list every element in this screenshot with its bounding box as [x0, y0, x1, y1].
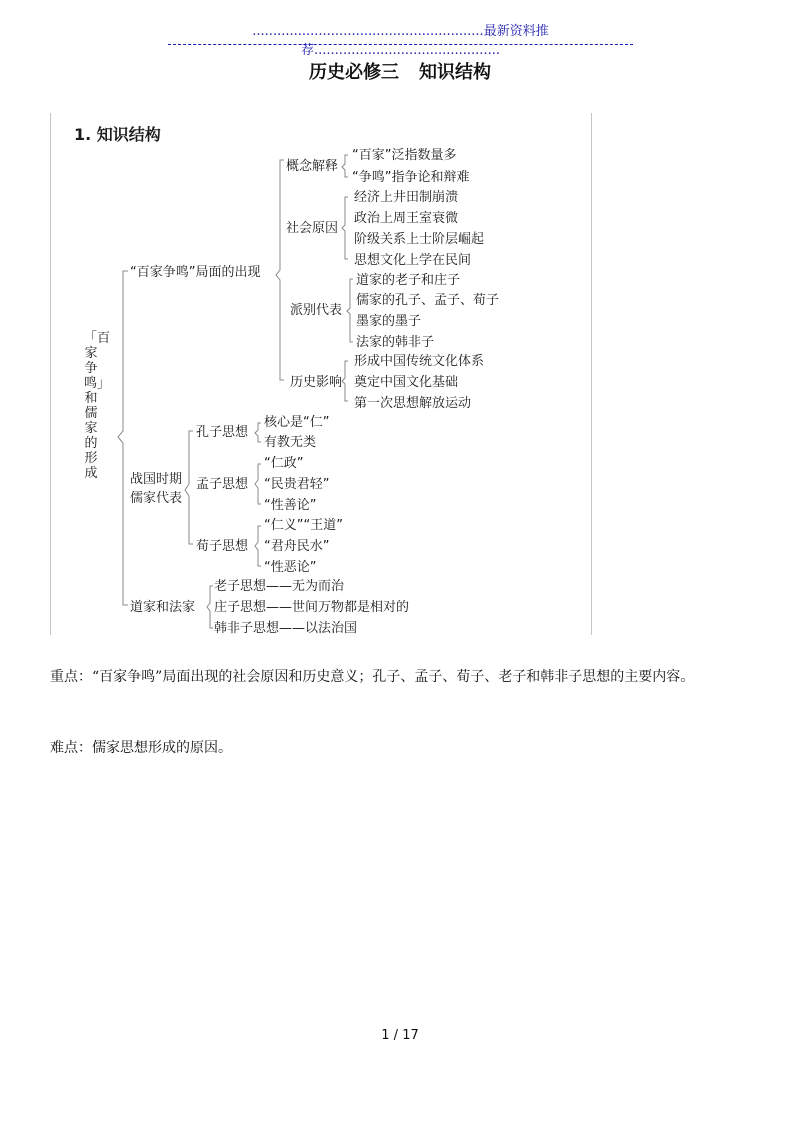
xunzi-item: “性恶论” — [264, 560, 317, 575]
philosophy-item: 韩非子思想——以法治国 — [214, 621, 358, 636]
page-current: 1 — [381, 1028, 390, 1043]
node-concept: 概念解释 — [286, 159, 339, 174]
representative-item: 道家的老子和庄子 — [356, 273, 461, 288]
diagram-root-label: 「百家争鸣」和儒家的形成 — [84, 331, 111, 481]
page-total: 17 — [402, 1028, 419, 1043]
impact-item: 奠定中国文化基础 — [354, 375, 459, 390]
page-separator: / — [393, 1028, 399, 1043]
difficulty: 难点：儒家思想形成的原因。 — [50, 740, 232, 756]
key-points: 重点：“百家争鸣”局面出现的社会原因和历史意义；孔子、孟子、荀子、老子和韩非子思想的主要内容。 — [50, 669, 695, 685]
confucius-item: 有教无类 — [264, 435, 317, 450]
cause-item: 阶级关系上士阶层崛起 — [354, 232, 485, 247]
impact-item: 形成中国传统文化体系 — [354, 354, 485, 369]
branch-warring-states: 战国时期 — [130, 472, 183, 487]
node-mencius: 孟子思想 — [196, 477, 249, 492]
cause-item: 思想文化上学在民间 — [354, 253, 472, 268]
xunzi-item: “仁义”“王道” — [264, 518, 343, 533]
confucius-item: 核心是“仁” — [264, 415, 330, 430]
page-header — [168, 20, 633, 58]
branch-hundred-schools: “百家争鸣”局面的出现 — [130, 265, 261, 280]
node-xunzi: 荀子思想 — [196, 539, 249, 554]
header-dots-left: ........................................................ — [252, 24, 484, 39]
diagram-heading: 1. 知识结构 — [74, 125, 161, 144]
representative-item: 墨家的墨子 — [356, 314, 422, 329]
page-title — [0, 58, 800, 84]
concept-item: “百家”泛指数量多 — [352, 148, 457, 163]
philosophy-item: 老子思想——无为而治 — [214, 579, 345, 594]
header-text: 最新资料推荐 — [301, 24, 549, 58]
mencius-item: “仁政” — [264, 456, 304, 471]
mencius-item: “民贵君轻” — [264, 477, 330, 492]
node-representatives: 派别代表 — [290, 303, 343, 318]
node-social-causes: 社会原因 — [286, 221, 339, 236]
page-number — [0, 1028, 800, 1043]
diagram-lines — [50, 113, 592, 635]
node-confucius: 孔子思想 — [196, 425, 249, 440]
xunzi-item: “君舟民水” — [264, 539, 330, 554]
header-divider — [168, 44, 633, 45]
philosophy-item: 庄子思想——世间万物都是相对的 — [214, 600, 410, 615]
impact-item: 第一次思想解放运动 — [354, 396, 472, 411]
branch-confucian-reps: 儒家代表 — [130, 491, 183, 506]
concept-item: “争鸣”指争论和辩难 — [352, 170, 470, 185]
cause-item: 政治上周王室衰微 — [354, 211, 459, 226]
representative-item: 儒家的孔子、孟子、荀子 — [356, 293, 500, 308]
representative-item: 法家的韩非子 — [356, 335, 435, 350]
title-part2: 知识结构 — [419, 62, 491, 83]
cause-item: 经济上井田制崩溃 — [354, 190, 459, 205]
header-dots-right: ............................................. — [314, 43, 500, 58]
node-historical-impact: 历史影响 — [290, 375, 343, 390]
title-part1: 历史必修三 — [309, 62, 399, 83]
knowledge-structure-diagram — [50, 113, 592, 635]
branch-taoism-legalism: 道家和法家 — [130, 600, 196, 615]
mencius-item: “性善论” — [264, 498, 317, 513]
